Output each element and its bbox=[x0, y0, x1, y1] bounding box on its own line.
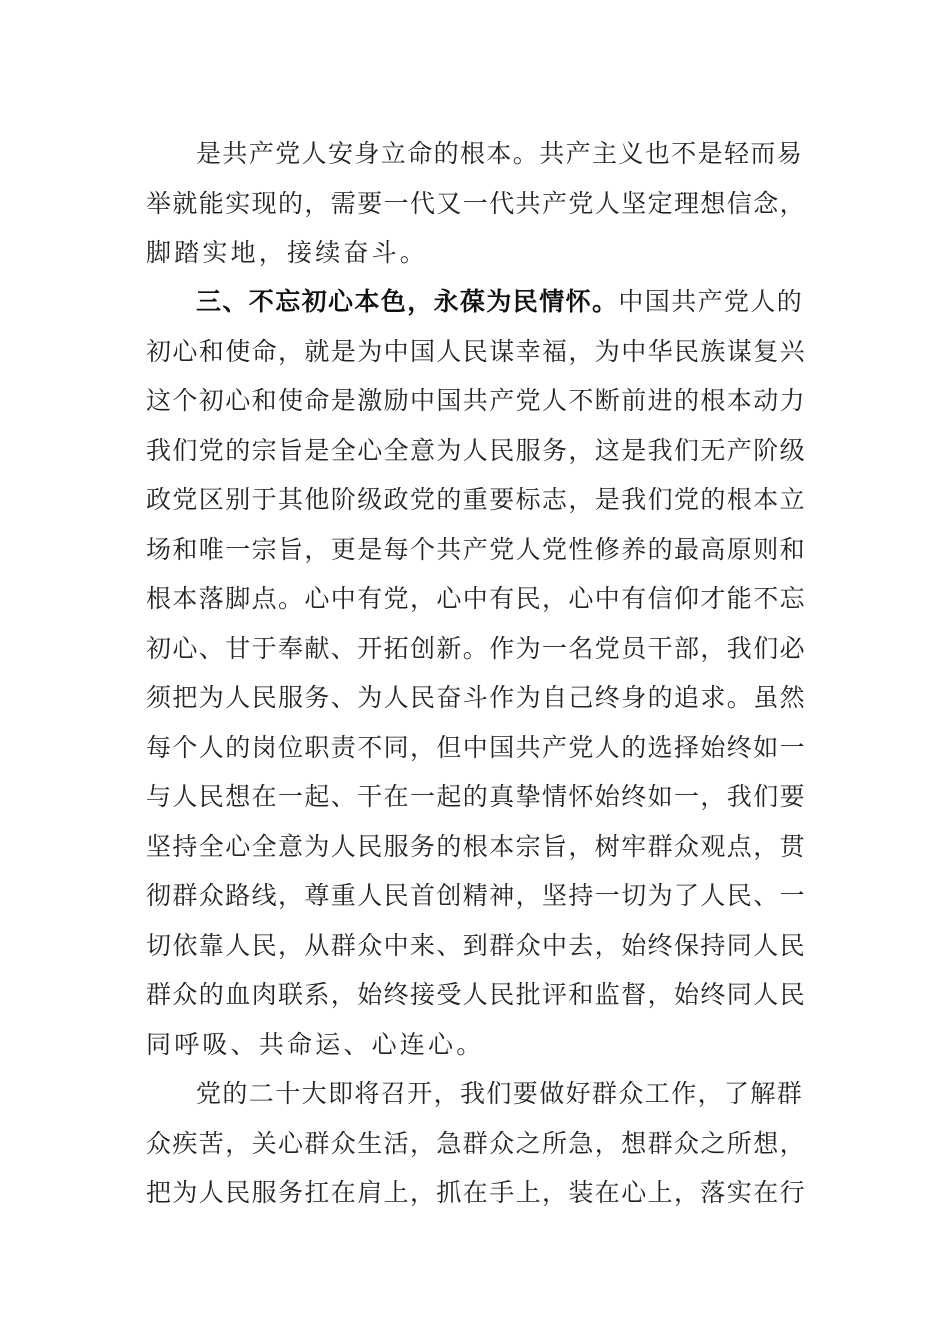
paragraph-3-line-3: 把为人民服务扛在肩上，抓在手上，装在心上，落实在行 bbox=[146, 1178, 807, 1207]
paragraph-1-line-3: 脚踏实地，接续奋斗。 bbox=[146, 238, 429, 267]
paragraph-2-first-line-text: 中国共产党人的 bbox=[618, 287, 804, 316]
paragraph-3-line-2: 众疾苦，关心群众生活，急群众之所急，想群众之所想， bbox=[146, 1129, 807, 1158]
paragraph-2-line: 根本落脚点。心中有党，心中有民，心中有信仰才能不忘 bbox=[146, 584, 807, 613]
paragraph-2-line: 场和唯一宗旨，更是每个共产党人党性修养的最高原则和 bbox=[146, 535, 807, 564]
paragraph-2-line: 群众的血肉联系，始终接受人民批评和监督，始终同人民 bbox=[146, 980, 807, 1009]
paragraph-2-line: 初心和使命，就是为中国人民谋幸福，为中华民族谋复兴 bbox=[146, 337, 807, 366]
section-heading: 三、不忘初心本色，永葆为民情怀。 bbox=[196, 287, 619, 316]
paragraph-2-line: 初心、甘于奉献、开拓创新。作为一名党员干部，我们必 bbox=[146, 634, 807, 663]
paragraph-3-line-1: 党的二十大即将召开，我们要做好群众工作，了解群 bbox=[196, 1079, 804, 1108]
paragraph-2-line: 与人民想在一起、干在一起的真挚情怀始终如一，我们要 bbox=[146, 782, 807, 811]
paragraph-2-line: 同呼吸、共命运、心连心。 bbox=[146, 1030, 485, 1059]
paragraph-2-line: 我们党的宗旨是全心全意为人民服务，这是我们无产阶级 bbox=[146, 436, 807, 465]
paragraph-1-line-2: 举就能实现的，需要一代又一代共产党人坚定理想信念， bbox=[146, 189, 807, 218]
paragraph-2-line: 每个人的岗位职责不同，但中国共产党人的选择始终如一 bbox=[146, 733, 807, 762]
paragraph-1-line-1: 是共产党人安身立命的根本。共产主义也不是轻而易 bbox=[196, 139, 804, 168]
paragraph-2-line: 坚持全心全意为人民服务的根本宗旨，树牢群众观点，贯 bbox=[146, 832, 807, 861]
paragraph-2-first-line bbox=[196, 282, 806, 322]
paragraph-2-line: 彻群众路线，尊重人民首创精神，坚持一切为了人民、一 bbox=[146, 881, 807, 910]
paragraph-2-line: 政党区别于其他阶级政党的重要标志，是我们党的根本立 bbox=[146, 485, 807, 514]
paragraph-2-line: 切依靠人民，从群众中来、到群众中去，始终保持同人民 bbox=[146, 931, 807, 960]
paragraph-2-line: 这个初心和使命是激励中国共产党人不断前进的根本动力 bbox=[146, 386, 807, 415]
paragraph-2-line: 须把为人民服务、为人民奋斗作为自己终身的追求。虽然 bbox=[146, 683, 807, 712]
